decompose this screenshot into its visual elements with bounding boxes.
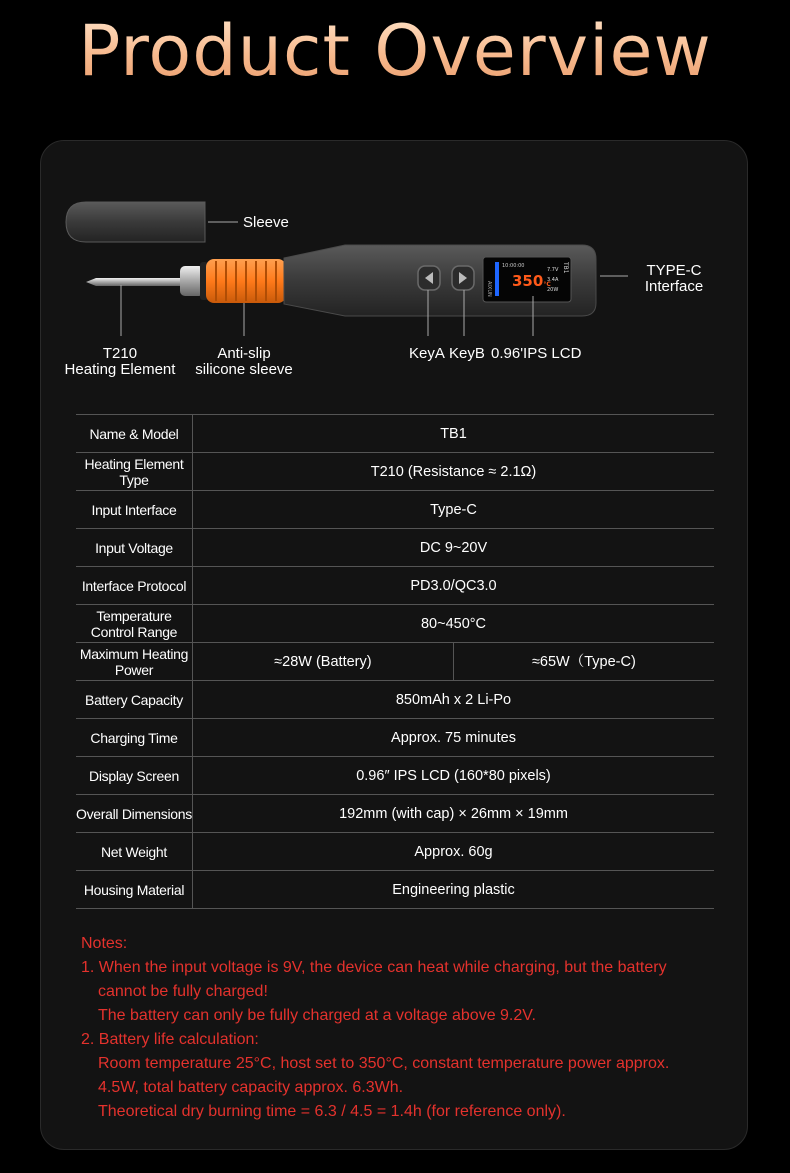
spec-value-type-c: ≈65W（Type-C)	[453, 643, 714, 681]
spec-value: DC 9~20V	[193, 529, 715, 567]
svg-text:20W	[547, 287, 558, 293]
table-row	[76, 491, 714, 529]
screen-brand-text: AIXUN	[486, 281, 492, 297]
spec-key: Name & Model	[76, 415, 193, 453]
spec-value: 192mm (with cap) × 26mm × 19mm	[193, 795, 715, 833]
spec-key: Input Interface	[76, 491, 193, 529]
spec-key: Heating Element Type	[76, 453, 193, 491]
label-t210: T210	[102, 345, 138, 362]
product-diagram	[0, 0, 790, 400]
spec-key: Interface Protocol	[76, 567, 193, 605]
spec-key: Maximum Heating Power	[76, 643, 193, 681]
spec-value: 850mAh x 2 Li-Po	[193, 681, 715, 719]
spec-value-battery: ≈28W (Battery)	[193, 643, 454, 681]
screen-time: 10:00:00	[502, 263, 525, 269]
screen-unit: °C	[543, 281, 551, 288]
ips-lcd-screen	[483, 257, 571, 302]
label-anti-slip-line1: Anti-slip	[217, 345, 271, 362]
screen-bar	[495, 262, 499, 296]
label-key-a: KeyA	[409, 345, 445, 362]
svg-text:10:00:00	[502, 263, 524, 269]
label-lcd: 0.96'IPS LCD	[491, 345, 582, 362]
svg-text:TB1	[562, 261, 569, 274]
notes-heading: Notes:	[81, 935, 128, 952]
t210-tip	[86, 278, 182, 286]
label-heating-element	[50, 346, 190, 378]
spec-key: Battery Capacity	[76, 681, 193, 719]
label-anti-slip-line2: silicone sleeve	[195, 361, 293, 378]
note-2-line-3: 4.5W, total battery capacity approx. 6.3Wh.	[98, 1079, 404, 1096]
spec-key: Temperature Control Range	[76, 605, 193, 643]
spec-value: Type-C	[193, 491, 715, 529]
spec-value: 0.96″ IPS LCD (160*80 pixels)	[193, 757, 715, 795]
spec-value: Engineering plastic	[193, 871, 715, 909]
table-row	[76, 757, 714, 795]
label-type-c-line1: TYPE-C	[646, 262, 702, 279]
spec-value: PD3.0/QC3.0	[193, 567, 715, 605]
table-row	[76, 871, 714, 909]
label-type-c-line2: Interface	[644, 278, 704, 295]
spec-key: Net Weight	[76, 833, 193, 871]
spec-value: Approx. 75 minutes	[193, 719, 715, 757]
screen-temp: 350	[512, 272, 544, 290]
label-sleeve: Sleeve	[243, 214, 289, 231]
notes-section	[81, 932, 761, 1124]
label-key-b: KeyB	[449, 345, 485, 362]
table-row	[76, 453, 714, 491]
spec-key: Input Voltage	[76, 529, 193, 567]
spec-key: Display Screen	[76, 757, 193, 795]
svg-text:7.7V	[547, 267, 559, 273]
screen-amp: 3.4A	[547, 277, 559, 283]
table-row	[76, 795, 714, 833]
spec-value: T210 (Resistance ≈ 2.1Ω)	[193, 453, 715, 491]
label-type-c	[630, 263, 718, 295]
spec-value: Approx. 60g	[193, 833, 715, 871]
screen-watt: 20W	[547, 287, 559, 293]
note-1-line-3: The battery can only be fully charged at a voltage above 9.2V.	[98, 1007, 536, 1024]
spec-key: Overall Dimensions	[76, 795, 193, 833]
spec-value: TB1	[193, 415, 715, 453]
spec-table	[76, 414, 714, 909]
page-title: Product Overview	[0, 10, 790, 92]
table-row	[76, 833, 714, 871]
table-row	[76, 529, 714, 567]
table-row	[76, 643, 714, 681]
note-1-line-1: 1. When the input voltage is 9V, the device can heat while charging, but the battery	[81, 959, 667, 976]
spec-key: Housing Material	[76, 871, 193, 909]
note-2-line-1: 2. Battery life calculation:	[81, 1031, 259, 1048]
key-b-button	[452, 266, 474, 290]
sleeve-cap	[66, 202, 205, 242]
screen-model: TB1	[562, 262, 569, 274]
note-2-line-4: Theoretical dry burning time = 6.3 / 4.5 = 1.4h (for reference only).	[98, 1103, 566, 1120]
note-1-line-2: cannot be fully charged!	[98, 983, 268, 1000]
key-a-button	[418, 266, 440, 290]
svg-text:3.4A	[547, 277, 559, 283]
table-row	[76, 681, 714, 719]
silicone-grip	[206, 259, 286, 303]
table-row	[76, 567, 714, 605]
label-heating-element-text: Heating Element	[64, 361, 176, 378]
table-row	[76, 719, 714, 757]
note-2-line-2: Room temperature 25°C, host set to 350°C, constant temperature power approx.	[98, 1055, 670, 1072]
table-row	[76, 415, 714, 453]
screen-volt: 7.7V	[547, 267, 559, 273]
table-row	[76, 605, 714, 643]
label-anti-slip	[184, 346, 304, 378]
spec-key: Charging Time	[76, 719, 193, 757]
spec-value: 80~450°C	[193, 605, 715, 643]
